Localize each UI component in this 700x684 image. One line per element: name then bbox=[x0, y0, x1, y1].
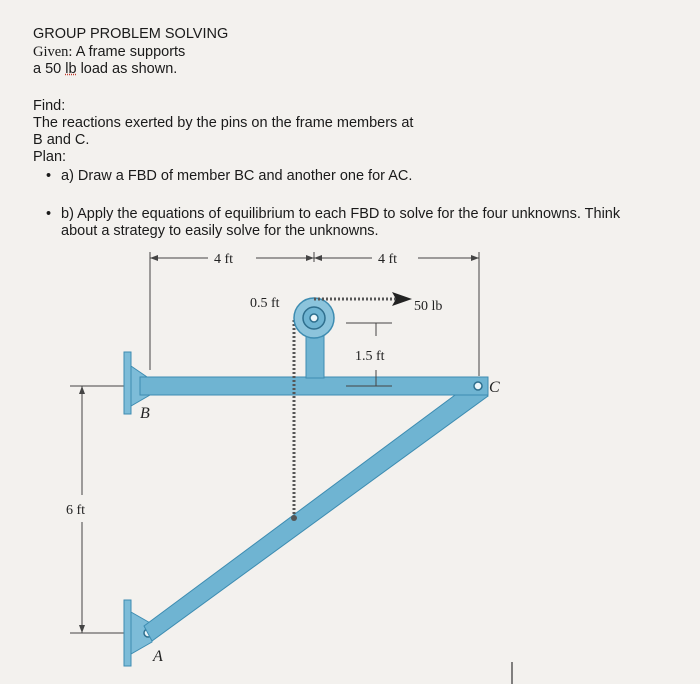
pulley bbox=[294, 298, 334, 338]
member-ac bbox=[144, 381, 488, 641]
pin-c bbox=[474, 382, 482, 390]
given-unit: lb bbox=[65, 61, 77, 77]
plan-item-a: a) Draw a FBD of member BC and another one for AC. bbox=[61, 168, 413, 184]
dim-right-label: 4 ft bbox=[378, 252, 398, 267]
label-c: C bbox=[489, 379, 500, 396]
find-label: Find: bbox=[33, 98, 66, 114]
plan-item-b-line-2: about a strategy to easily solve for the unknowns. bbox=[61, 223, 379, 239]
bullet-b: • bbox=[46, 206, 52, 222]
find-line-2: B and C. bbox=[33, 132, 90, 148]
dim-arrow-left bbox=[150, 255, 158, 261]
plan-label: Plan: bbox=[33, 149, 67, 165]
cable-dim-label: 1.5 ft bbox=[355, 349, 385, 364]
label-a: A bbox=[153, 648, 163, 665]
cable-attach bbox=[291, 515, 297, 521]
dim-arrow-mid-r bbox=[314, 255, 322, 261]
member-bc bbox=[140, 377, 488, 395]
load-label: 50 lb bbox=[414, 299, 443, 314]
dim-arrow-top bbox=[79, 386, 85, 394]
dim-arrow-right bbox=[471, 255, 479, 261]
plan-item-b-line-1: b) Apply the equations of equilibrium to each FBD to solve for the four unknowns. Think bbox=[61, 206, 621, 222]
bullet-a: • bbox=[46, 168, 52, 184]
dim-arrow-mid-l bbox=[306, 255, 314, 261]
given-label: Given: bbox=[33, 44, 73, 60]
given-text-2a: a 50 bbox=[33, 61, 66, 77]
find-line-1: The reactions exerted by the pins on the frame members at bbox=[33, 115, 414, 131]
given-text-2b: load as shown. bbox=[76, 61, 178, 77]
pulley-dim-label: 0.5 ft bbox=[250, 296, 280, 311]
given-text-1: A frame supports bbox=[75, 44, 186, 60]
dim-arrow-bottom bbox=[79, 625, 85, 633]
dim-left-label: 4 ft bbox=[214, 252, 234, 267]
problem-title: GROUP PROBLEM SOLVING bbox=[33, 26, 229, 42]
dim-height-label: 6 ft bbox=[66, 503, 86, 518]
label-b: B bbox=[140, 405, 150, 422]
